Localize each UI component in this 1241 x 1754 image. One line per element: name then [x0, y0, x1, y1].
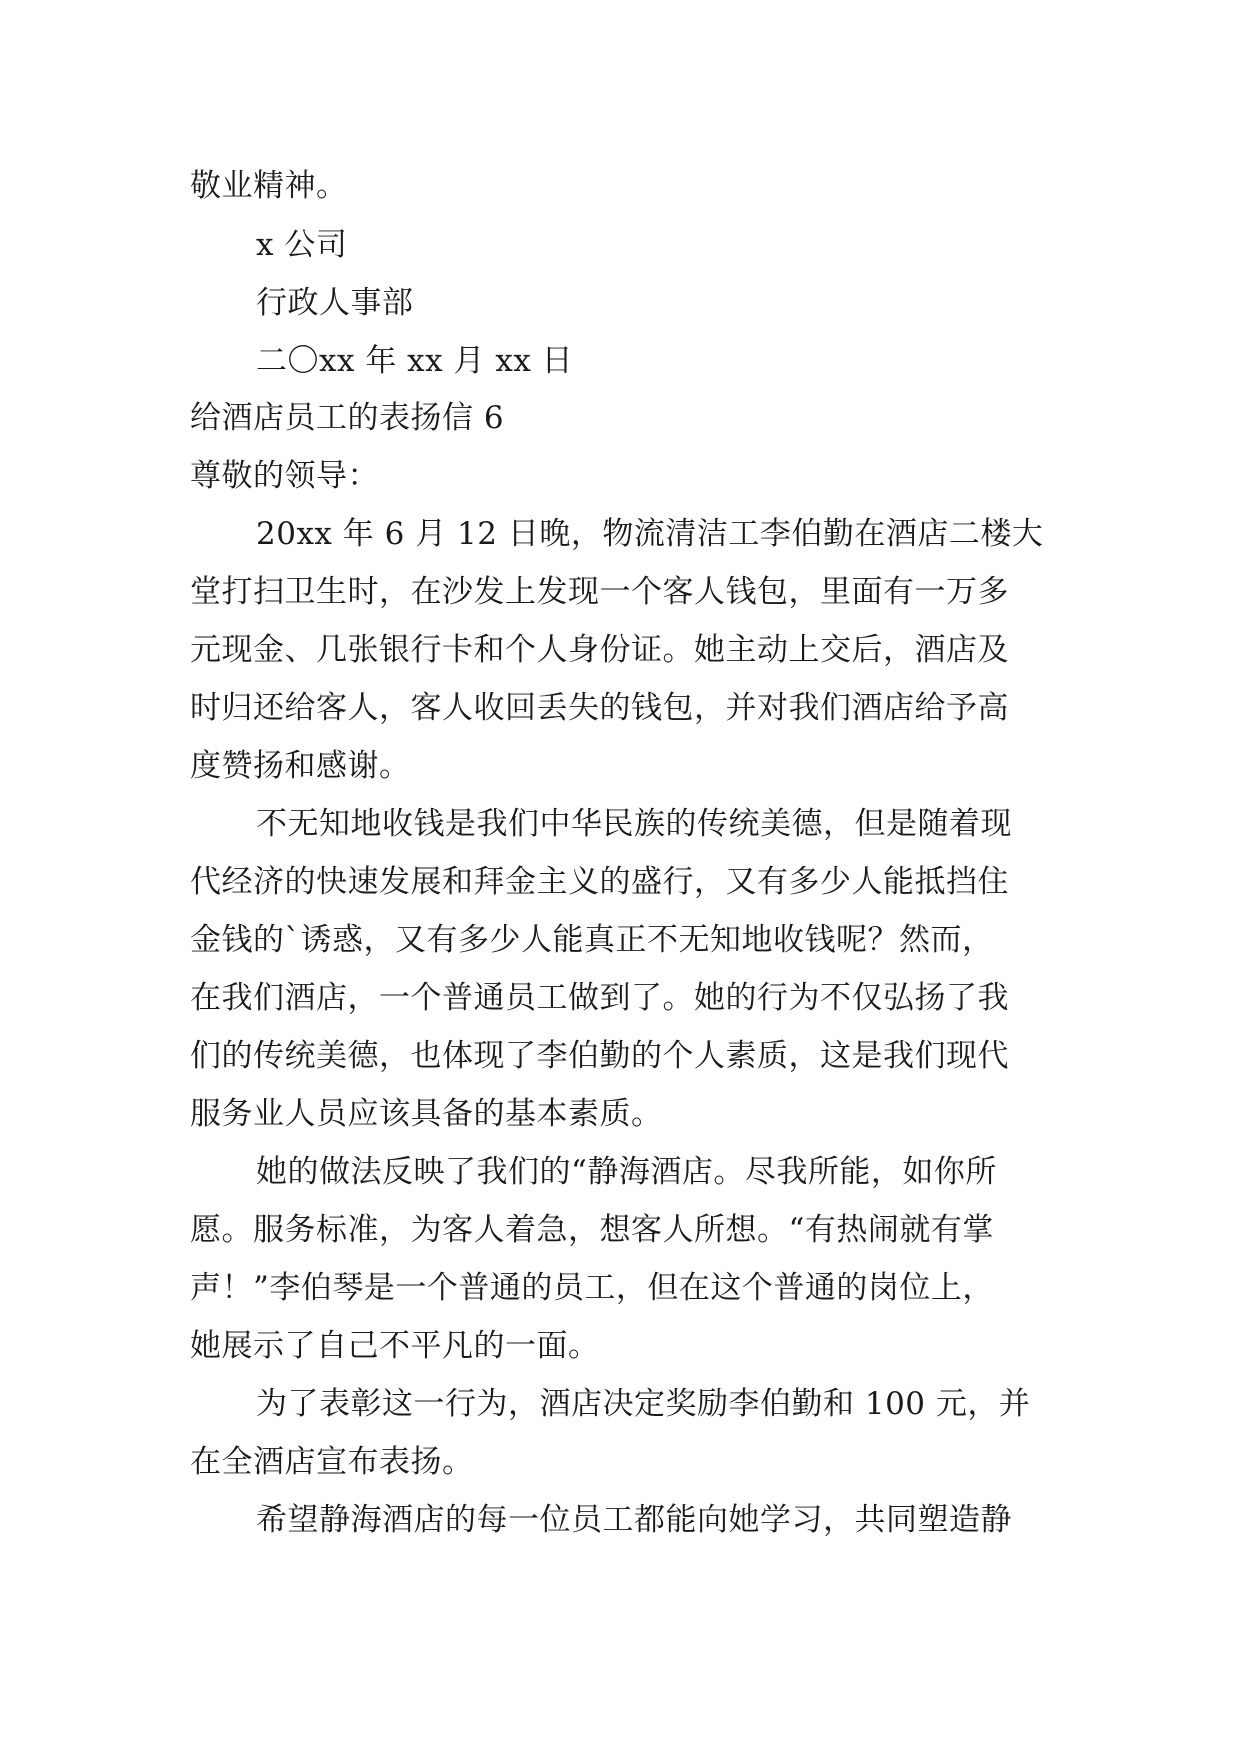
salutation: 尊敬的领导： [190, 458, 379, 494]
text-line: 声！”李伯琴是一个普通的员工，但在这个普通的岗位上， [190, 1270, 994, 1306]
text-line: 希望静海酒店的每一位员工都能向她学习，共同塑造静 [256, 1502, 1012, 1538]
text-line: 度赞扬和感谢。 [190, 748, 411, 784]
text-line: 她展示了自己不平凡的一面。 [190, 1328, 600, 1364]
text-line: 20xx 年 6 月 12 日晚，物流清洁工李伯勤在酒店二楼大 [256, 516, 1044, 552]
text-line: 堂打扫卫生时，在沙发上发现一个客人钱包，里面有一万多 [190, 574, 1009, 610]
date-line: 二〇xx 年 xx 月 xx 日 [256, 343, 574, 379]
letter-title: 给酒店员工的表扬信 6 [190, 400, 505, 436]
text-line: 在全酒店宣布表扬。 [190, 1444, 474, 1480]
text-line: 为了表彰这一行为，酒店决定奖励李伯勤和 100 元，并 [256, 1386, 1031, 1422]
text-line: 她的做法反映了我们的“静海酒店。尽我所能，如你所 [256, 1154, 997, 1190]
text-line: 们的传统美德，也体现了李伯勤的个人素质，这是我们现代 [190, 1038, 1009, 1074]
text-line: 敬业精神。 [190, 168, 348, 204]
text-line: 愿。服务标准，为客人着急，想客人所想。“有热闹就有掌 [190, 1212, 994, 1248]
text-line: 时归还给客人，客人收回丢失的钱包，并对我们酒店给予高 [190, 690, 1009, 726]
company-name: x 公司 [256, 227, 348, 263]
text-line: 代经济的快速发展和拜金主义的盛行，又有多少人能抵挡住 [190, 864, 1009, 900]
text-line: 元现金、几张银行卡和个人身份证。她主动上交后，酒店及 [190, 632, 1009, 668]
text-line: 不无知地收钱是我们中华民族的传统美德，但是随着现 [256, 806, 1012, 842]
text-line: 在我们酒店，一个普通员工做到了。她的行为不仅弘扬了我 [190, 980, 1009, 1016]
department-name: 行政人事部 [256, 285, 414, 321]
text-line: 服务业人员应该具备的基本素质。 [190, 1096, 663, 1132]
text-line: 金钱的`诱惑，又有多少人能真正不无知地收钱呢？然而， [190, 922, 994, 958]
